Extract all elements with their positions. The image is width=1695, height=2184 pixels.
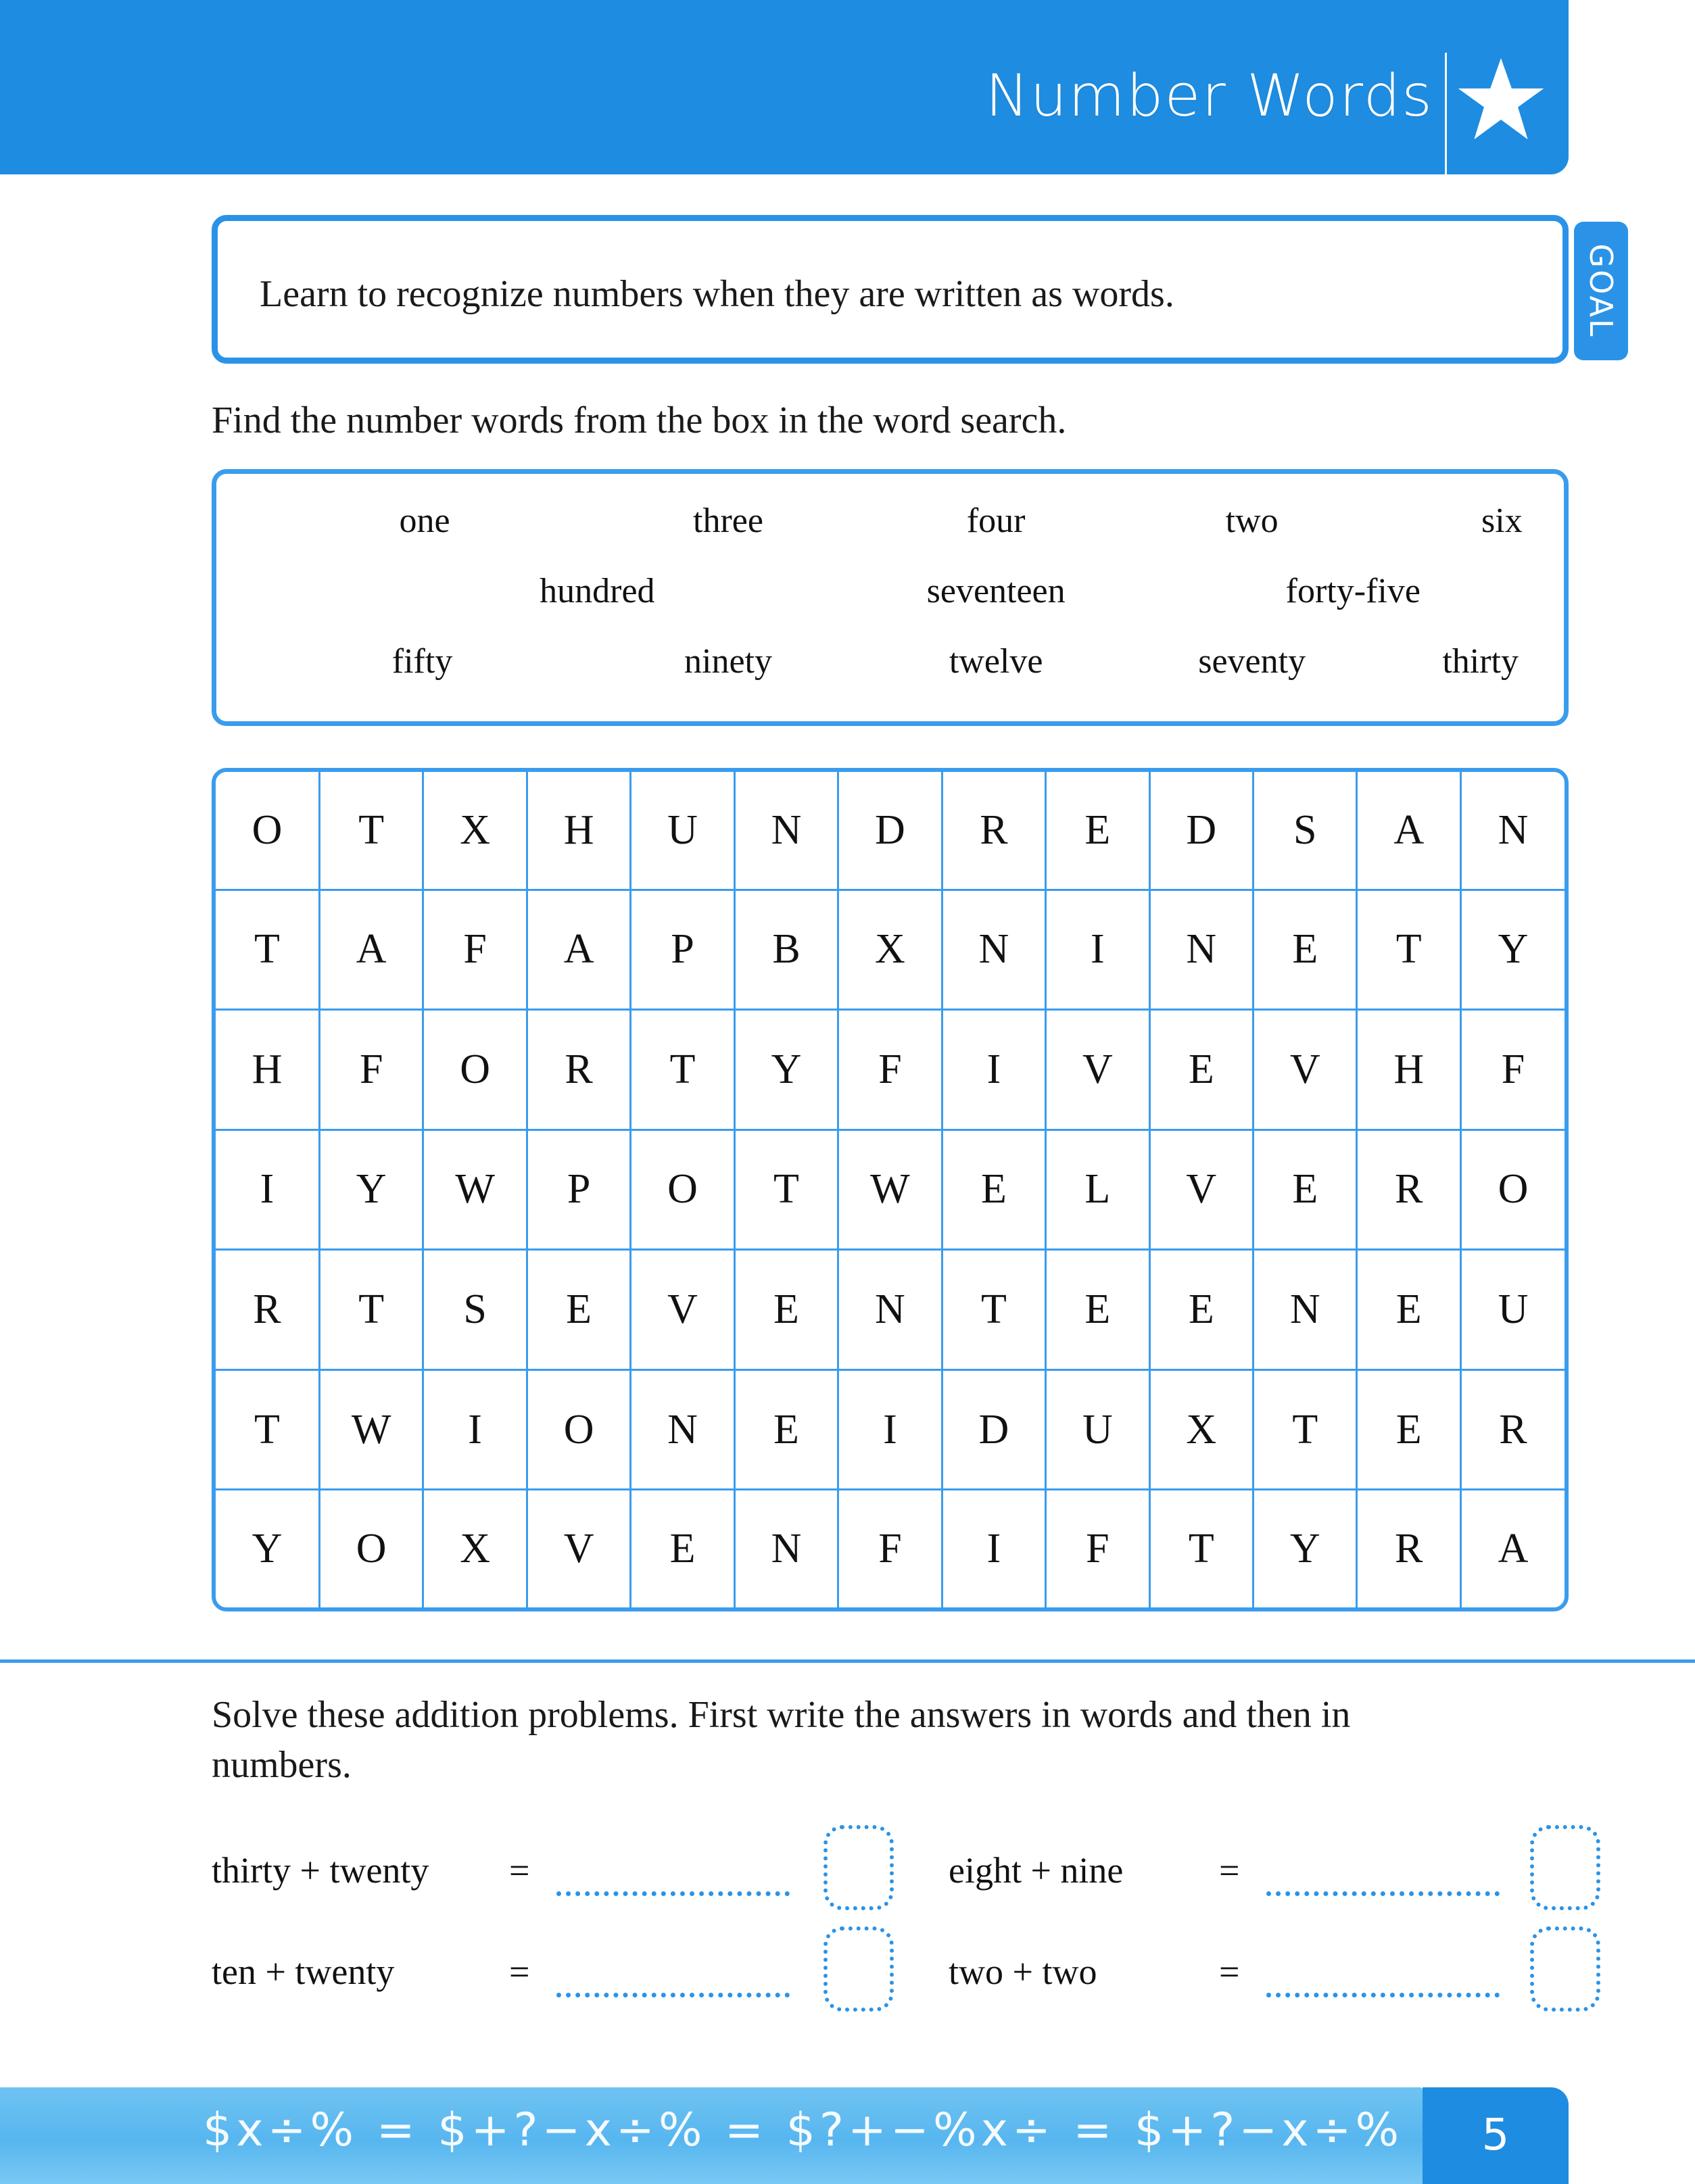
word-search-cell[interactable]: E <box>1046 1250 1149 1370</box>
word-search-cell[interactable]: Y <box>1254 1490 1357 1607</box>
word-search-cell[interactable]: R <box>1357 1490 1460 1607</box>
word-bank-item: forty-five <box>1285 572 1421 610</box>
word-search-cell[interactable]: E <box>1254 890 1357 1010</box>
header-bar <box>0 0 1569 174</box>
goal-tab-label: GOAL <box>1583 243 1619 339</box>
word-search-cell[interactable]: N <box>838 1250 942 1370</box>
word-search-cell[interactable]: P <box>631 890 734 1010</box>
word-search-cell[interactable]: E <box>1149 1010 1253 1130</box>
word-search-cell[interactable]: H <box>1357 1010 1460 1130</box>
equals-sign: = <box>509 1850 530 1891</box>
word-search-cell[interactable]: T <box>216 1369 319 1490</box>
word-search-cell[interactable]: O <box>631 1130 734 1250</box>
word-search-row <box>216 1490 1565 1607</box>
page-title: Number Words <box>985 62 1433 130</box>
word-search-row <box>216 1250 1565 1370</box>
word-bank-item: ninety <box>684 642 773 681</box>
word-search-cell[interactable]: E <box>527 1250 630 1370</box>
word-answer-blank[interactable] <box>1266 1993 1500 1997</box>
word-bank-item: one <box>399 502 450 540</box>
word-search-cell[interactable]: E <box>1357 1369 1460 1490</box>
word-search-cell[interactable]: I <box>942 1490 1045 1607</box>
word-bank-item: seventy <box>1198 642 1306 681</box>
word-search-row <box>216 890 1565 1010</box>
addition-problem <box>212 1818 881 1913</box>
header-divider <box>1445 53 1447 174</box>
word-search-cell[interactable]: T <box>942 1250 1045 1370</box>
word-search-cell[interactable]: X <box>423 772 527 890</box>
word-search-cell[interactable]: N <box>1149 890 1253 1010</box>
word-search-row <box>216 1010 1565 1130</box>
word-bank-row <box>216 487 1564 555</box>
section-divider <box>0 1659 1695 1663</box>
word-search-cell[interactable]: N <box>734 772 838 890</box>
addition-problem <box>949 1818 1571 1913</box>
word-search-cell[interactable]: V <box>1046 1010 1149 1130</box>
word-search-table <box>216 772 1565 1607</box>
addition-problem <box>212 1920 881 2014</box>
word-search-cell[interactable]: D <box>838 772 942 890</box>
word-search-cell[interactable]: A <box>1460 1490 1565 1607</box>
word-search-cell[interactable]: U <box>1046 1369 1149 1490</box>
problem-expression: eight + nine <box>949 1850 1124 1891</box>
word-search-cell[interactable]: E <box>631 1490 734 1607</box>
word-search-cell[interactable]: V <box>1254 1010 1357 1130</box>
word-search-cell[interactable]: O <box>319 1490 423 1607</box>
word-bank-item: hundred <box>540 572 655 610</box>
word-bank-item: three <box>693 502 763 540</box>
word-search-cell[interactable]: R <box>1357 1130 1460 1250</box>
word-search-cell[interactable]: R <box>216 1250 319 1370</box>
word-search-cell[interactable]: I <box>942 1010 1045 1130</box>
word-search-cell[interactable]: N <box>631 1369 734 1490</box>
goal-tab <box>1574 222 1628 360</box>
word-search-cell[interactable]: O <box>423 1010 527 1130</box>
word-search-cell[interactable]: I <box>1046 890 1149 1010</box>
word-bank-item: two <box>1225 502 1279 540</box>
word-search-cell[interactable]: U <box>631 772 734 890</box>
word-search-cell[interactable]: F <box>838 1010 942 1130</box>
word-search-cell[interactable]: O <box>216 772 319 890</box>
addition-problem <box>949 1920 1571 2014</box>
goal-box <box>212 215 1569 364</box>
word-search-cell[interactable]: N <box>734 1490 838 1607</box>
word-search-cell[interactable]: I <box>216 1130 319 1250</box>
page-number: 5 <box>1481 2110 1510 2160</box>
number-answer-box[interactable] <box>1530 1926 1600 2012</box>
word-bank-item: six <box>1481 502 1523 540</box>
word-search-cell[interactable]: X <box>838 890 942 1010</box>
word-search-cell[interactable]: Y <box>734 1010 838 1130</box>
word-search-cell[interactable]: V <box>631 1250 734 1370</box>
word-search-cell[interactable]: R <box>527 1010 630 1130</box>
word-search-cell[interactable]: V <box>1149 1130 1253 1250</box>
word-search-cell[interactable]: H <box>527 772 630 890</box>
instruction-solve-problems: Solve these addition problems. First write the answers in words and then in numbers. <box>212 1694 1351 1786</box>
word-search-cell[interactable]: A <box>319 890 423 1010</box>
word-search-cell[interactable]: N <box>1254 1250 1357 1370</box>
word-bank-row <box>216 558 1564 625</box>
word-answer-blank[interactable] <box>1266 1891 1500 1896</box>
word-bank-item: fifty <box>391 642 453 681</box>
word-search-cell[interactable]: W <box>319 1369 423 1490</box>
word-search-cell[interactable]: O <box>527 1369 630 1490</box>
word-bank-row <box>216 628 1564 696</box>
word-search-cell[interactable]: A <box>527 890 630 1010</box>
word-search-cell[interactable]: N <box>942 890 1045 1010</box>
word-bank-item: four <box>966 502 1026 540</box>
number-answer-box[interactable] <box>1530 1825 1600 1910</box>
word-bank-item: twelve <box>949 642 1043 681</box>
word-bank-item: seventeen <box>926 572 1066 610</box>
word-search-cell[interactable]: E <box>1046 772 1149 890</box>
word-search-cell[interactable]: N <box>1460 772 1565 890</box>
equals-sign: = <box>1219 1951 1240 1992</box>
footer-bar <box>0 2087 1423 2184</box>
word-search-cell[interactable]: O <box>1460 1130 1565 1250</box>
word-search-cell[interactable]: T <box>319 772 423 890</box>
word-search-cell[interactable]: D <box>1149 772 1253 890</box>
word-search-cell[interactable]: I <box>423 1369 527 1490</box>
word-search-cell[interactable]: Y <box>216 1490 319 1607</box>
word-search-row <box>216 772 1565 890</box>
word-search-cell[interactable]: F <box>838 1490 942 1607</box>
word-search-grid[interactable] <box>212 768 1569 1611</box>
word-search-cell[interactable]: E <box>1254 1130 1357 1250</box>
word-search-cell[interactable]: F <box>319 1010 423 1130</box>
word-search-cell[interactable]: S <box>1254 772 1357 890</box>
word-search-cell[interactable]: T <box>1357 890 1460 1010</box>
equals-sign: = <box>1219 1850 1240 1891</box>
goal-text: Learn to recognize numbers when they are written as words. <box>260 273 1174 315</box>
word-search-cell[interactable]: F <box>1046 1490 1149 1607</box>
word-search-cell[interactable]: Y <box>1460 890 1565 1010</box>
word-search-cell[interactable]: W <box>838 1130 942 1250</box>
word-answer-blank[interactable] <box>556 1993 790 1997</box>
problem-expression: two + two <box>949 1951 1097 1992</box>
word-search-cell[interactable]: X <box>423 1490 527 1607</box>
word-search-cell[interactable]: T <box>1149 1490 1253 1607</box>
addition-problems <box>212 1818 1571 2041</box>
word-search-cell[interactable]: F <box>1460 1010 1565 1130</box>
goal-section <box>212 215 1619 364</box>
word-search-cell[interactable]: S <box>423 1250 527 1370</box>
word-search-cell[interactable]: L <box>1046 1130 1149 1250</box>
word-search-cell[interactable]: T <box>631 1010 734 1130</box>
word-search-cell[interactable]: W <box>423 1130 527 1250</box>
word-search-cell[interactable]: F <box>423 890 527 1010</box>
problem-expression: thirty + twenty <box>212 1850 429 1891</box>
word-search-row <box>216 1369 1565 1490</box>
word-search-row <box>216 1130 1565 1250</box>
word-search-cell[interactable]: I <box>838 1369 942 1490</box>
word-bank-item: thirty <box>1442 642 1519 681</box>
problem-expression: ten + twenty <box>212 1951 395 1992</box>
instruction-find-words: Find the number words from the box in the word search. <box>212 399 1067 441</box>
word-search-cell[interactable]: H <box>216 1010 319 1130</box>
word-search-cell[interactable]: E <box>734 1250 838 1370</box>
word-search-cell[interactable]: X <box>1149 1369 1253 1490</box>
word-search-cell[interactable]: U <box>1460 1250 1565 1370</box>
word-search-cell[interactable]: E <box>1357 1250 1460 1370</box>
footer-math-symbols: $x÷% = $+?−x÷% = $?+−%x÷ = $+?−x÷% <box>203 2104 1404 2157</box>
word-search-cell[interactable]: Y <box>319 1130 423 1250</box>
word-search-cell[interactable]: T <box>1254 1369 1357 1490</box>
page-number-tab <box>1423 2087 1569 2184</box>
word-bank-box <box>212 469 1569 726</box>
word-search-cell[interactable]: E <box>734 1369 838 1490</box>
word-search-cell[interactable]: E <box>1149 1250 1253 1370</box>
word-answer-blank[interactable] <box>556 1891 790 1896</box>
number-answer-box[interactable] <box>823 1926 894 2012</box>
word-search-cell[interactable]: B <box>734 890 838 1010</box>
word-search-cell[interactable]: R <box>942 772 1045 890</box>
word-search-cell[interactable]: P <box>527 1130 630 1250</box>
star-icon <box>1456 55 1546 145</box>
word-search-cell[interactable]: E <box>942 1130 1045 1250</box>
word-search-cell[interactable]: A <box>1357 772 1460 890</box>
word-search-cell[interactable]: R <box>1460 1369 1565 1490</box>
word-search-cell[interactable]: T <box>734 1130 838 1250</box>
number-answer-box[interactable] <box>823 1825 894 1910</box>
word-search-cell[interactable]: T <box>319 1250 423 1370</box>
equals-sign: = <box>509 1951 530 1992</box>
word-search-cell[interactable]: T <box>216 890 319 1010</box>
word-search-cell[interactable]: D <box>942 1369 1045 1490</box>
word-search-cell[interactable]: V <box>527 1490 630 1607</box>
